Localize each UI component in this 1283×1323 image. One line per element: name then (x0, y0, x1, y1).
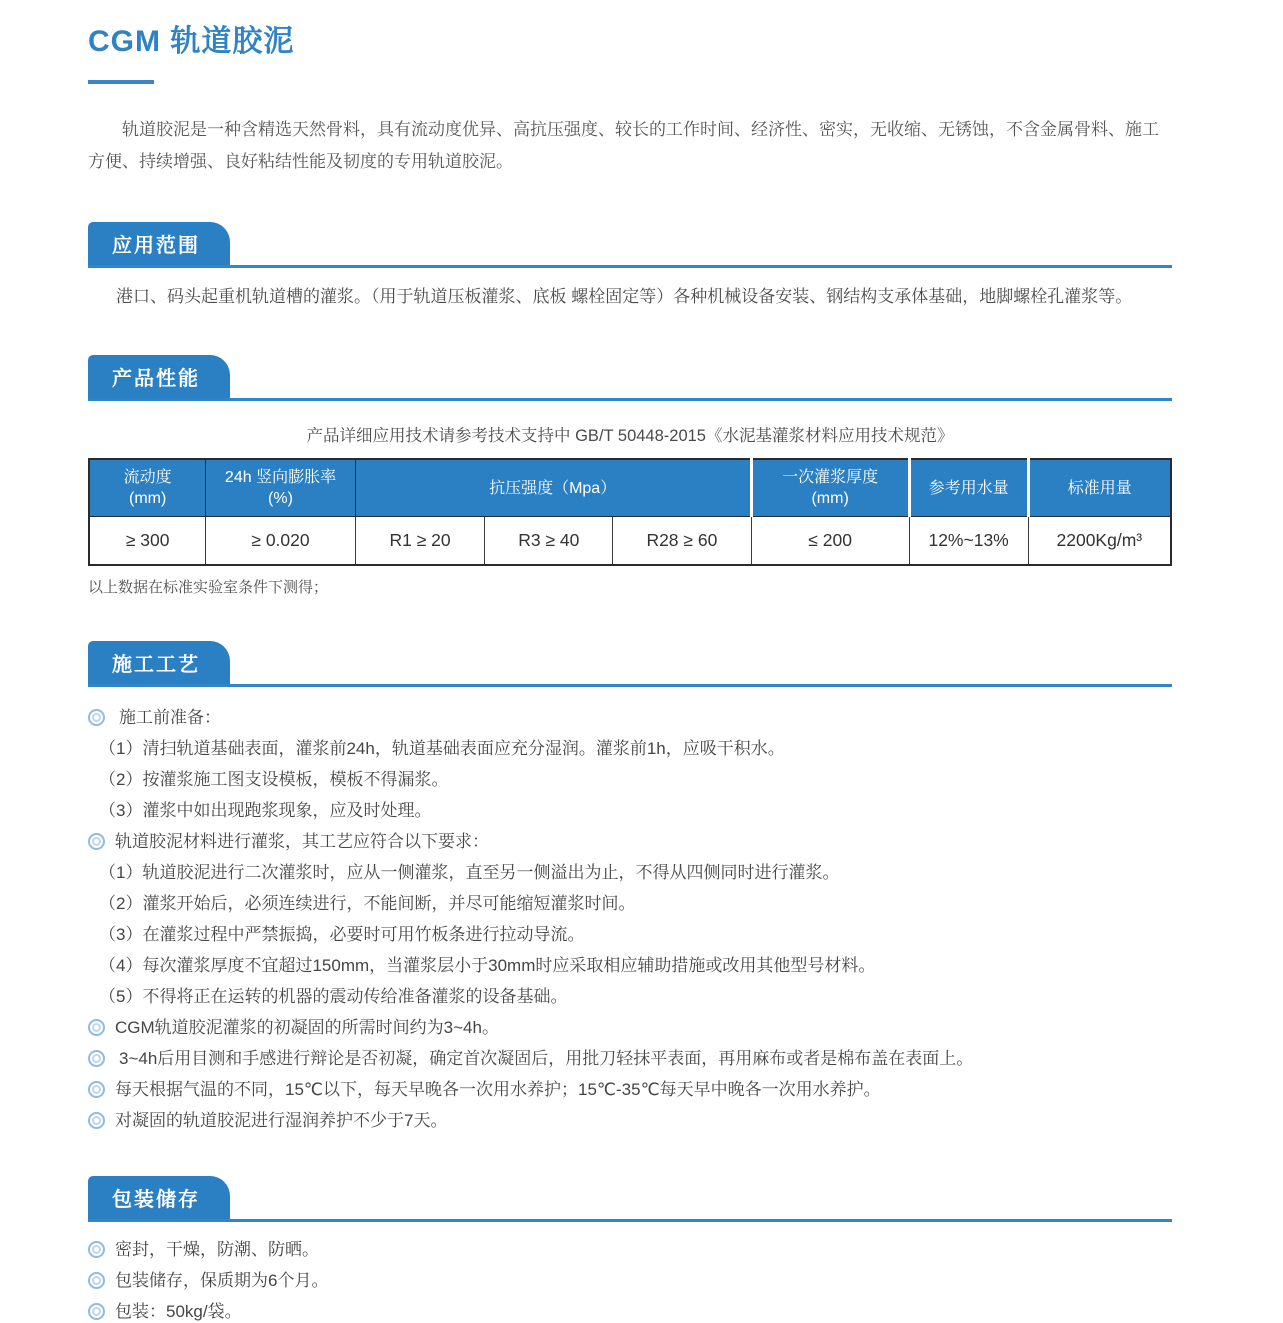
section-head-construction (88, 641, 1172, 687)
header-label: 一次灌浆厚度 (782, 469, 879, 486)
header-label: 24h 竖向膨胀率 (224, 469, 337, 486)
list-item (88, 800, 1172, 822)
section-rule (88, 1219, 1172, 1222)
performance-reference-note: 产品详细应用技术请参考技术支持中 GB/T 50448-2015《水泥基灌浆材料应用技术规范》 (306, 427, 954, 445)
item-text: （4）每次灌浆厚度不宜超过150mm，当灌浆层小于30mm时应采取相应辅助措施或改用其他型号材料。 (99, 956, 876, 975)
ring-bullet-icon (88, 1241, 105, 1258)
list-item (88, 1301, 1172, 1323)
list-item (88, 986, 1172, 1008)
item-text: （1）轨道胶泥进行二次灌浆时，应从一侧灌浆，直至另一侧溢出为止，不得从四侧同时进行灌浆。 (99, 863, 840, 882)
section-badge-packaging: 包装储存 (88, 1176, 230, 1219)
list-item (88, 1239, 1172, 1261)
header-unit: (mm) (129, 490, 167, 507)
section-badge-construction: 施工工艺 (88, 641, 230, 684)
ring-bullet-icon (88, 1019, 105, 1036)
page-title: CGM 轨道胶泥 (88, 25, 295, 58)
ring-bullet-icon (88, 1303, 105, 1320)
header-cell-expansion (206, 459, 355, 517)
list-item (88, 1270, 1172, 1292)
performance-table (88, 458, 1172, 566)
header-label: 参考用水量 (928, 479, 1009, 497)
title-underline (88, 80, 154, 84)
item-text: 包装：50kg/袋。 (115, 1302, 242, 1321)
item-text: 密封，干燥，防潮、防晒。 (115, 1240, 319, 1259)
header-cell-flow (89, 459, 206, 517)
header-cell-dosage (1028, 459, 1171, 517)
list-item (88, 769, 1172, 791)
header-cell-strength (355, 459, 751, 517)
value-cell-expansion: ≥ 0.020 (206, 517, 355, 566)
construction-list (88, 707, 1172, 1132)
list-item (88, 831, 1172, 853)
value-cell-r1: R1 ≥ 20 (355, 517, 485, 566)
list-item (88, 1048, 1172, 1070)
packaging-list (88, 1239, 1172, 1323)
item-text: 轨道胶泥材料进行灌浆，其工艺应符合以下要求： (115, 832, 489, 851)
list-item (88, 955, 1172, 977)
ring-bullet-icon (88, 1050, 105, 1067)
list-item (88, 1110, 1172, 1132)
application-text: 港口、码头起重机轨道槽的灌浆。（用于轨道压板灌浆、底板 螺栓固定等）各种机械设备安装、钢结构支承体基础，地脚螺栓孔灌浆等。 (116, 287, 1133, 306)
list-item (88, 738, 1172, 760)
section-badge-application: 应用范围 (88, 222, 230, 265)
value-cell-water: 12%~13% (909, 517, 1028, 566)
value-cell-r3: R3 ≥ 40 (485, 517, 613, 566)
list-item (88, 924, 1172, 946)
list-item (88, 893, 1172, 915)
section-rule (88, 265, 1172, 268)
header-label: 标准用量 (1067, 479, 1132, 497)
list-item (88, 862, 1172, 884)
ring-bullet-icon (88, 709, 105, 726)
item-text: （5）不得将正在运转的机器的震动传给准备灌浆的设备基础。 (99, 987, 568, 1006)
list-item (88, 1079, 1172, 1101)
item-text: （3）在灌浆过程中严禁振捣，必要时可用竹板条进行拉动导流。 (99, 925, 585, 944)
ring-bullet-icon (88, 833, 105, 850)
ring-bullet-icon (88, 1272, 105, 1289)
section-rule (88, 684, 1172, 687)
table-header-row (89, 459, 1171, 517)
header-cell-water (909, 459, 1028, 517)
item-text: 每天根据气温的不同，15℃以下，每天早晚各一次用水养护；15℃-35℃每天早中晚各一次用水养护。 (115, 1080, 881, 1099)
item-text: （1）清扫轨道基础表面，灌浆前24h，轨道基础表面应充分湿润。灌浆前1h，应吸干积水。 (99, 739, 785, 758)
ring-bullet-icon (88, 1112, 105, 1129)
section-badge-performance: 产品性能 (88, 355, 230, 398)
header-unit: (mm) (811, 490, 849, 507)
list-item (88, 707, 1172, 729)
item-text: （2）灌浆开始后，必须连续进行，不能间断，并尽可能缩短灌浆时间。 (99, 894, 636, 913)
header-label: 流动度 (123, 469, 172, 486)
item-text: （2）按灌浆施工图支设模板，模板不得漏浆。 (99, 770, 449, 789)
intro-paragraph: 轨道胶泥是一种含精选天然骨料，具有流动度优异、高抗压强度、较长的工作时间、经济性、密实，无收缩、无锈蚀，不含金属骨料、施工方便、持续增强、良好粘结性能及韧度的专用轨道胶泥。 (88, 120, 1159, 171)
section-head-performance (88, 355, 1172, 401)
item-text: （3）灌浆中如出现跑浆现象，应及时处理。 (99, 801, 432, 820)
item-text: 3~4h后用目测和手感进行辩论是否初凝，确定首次凝固后，用批刀轻抹平表面，再用麻布或者是棉布盖在表面上。 (119, 1049, 974, 1068)
value-cell-dosage: 2200Kg/m³ (1028, 517, 1171, 566)
header-label: 抗压强度（Mpa） (489, 479, 617, 497)
value-cell-flow: ≥ 300 (89, 517, 206, 566)
item-text: 对凝固的轨道胶泥进行湿润养护不少于7天。 (115, 1111, 448, 1130)
performance-footnote: 以上数据在标准实验室条件下测得； (88, 579, 329, 596)
table-value-row (89, 517, 1171, 566)
ring-bullet-icon (88, 1081, 105, 1098)
item-text: CGM轨道胶泥灌浆的初凝固的所需时间约为3~4h。 (115, 1018, 499, 1037)
item-text: 施工前准备： (119, 708, 221, 727)
item-text: 包装储存，保质期为6个月。 (115, 1271, 329, 1290)
header-cell-thickness (751, 459, 909, 517)
section-head-packaging (88, 1176, 1172, 1222)
list-item (88, 1017, 1172, 1039)
section-rule (88, 398, 1172, 401)
value-cell-thickness: ≤ 200 (751, 517, 909, 566)
header-unit: (%) (268, 490, 293, 507)
section-head-application (88, 222, 1172, 268)
value-cell-r28: R28 ≥ 60 (613, 517, 751, 566)
